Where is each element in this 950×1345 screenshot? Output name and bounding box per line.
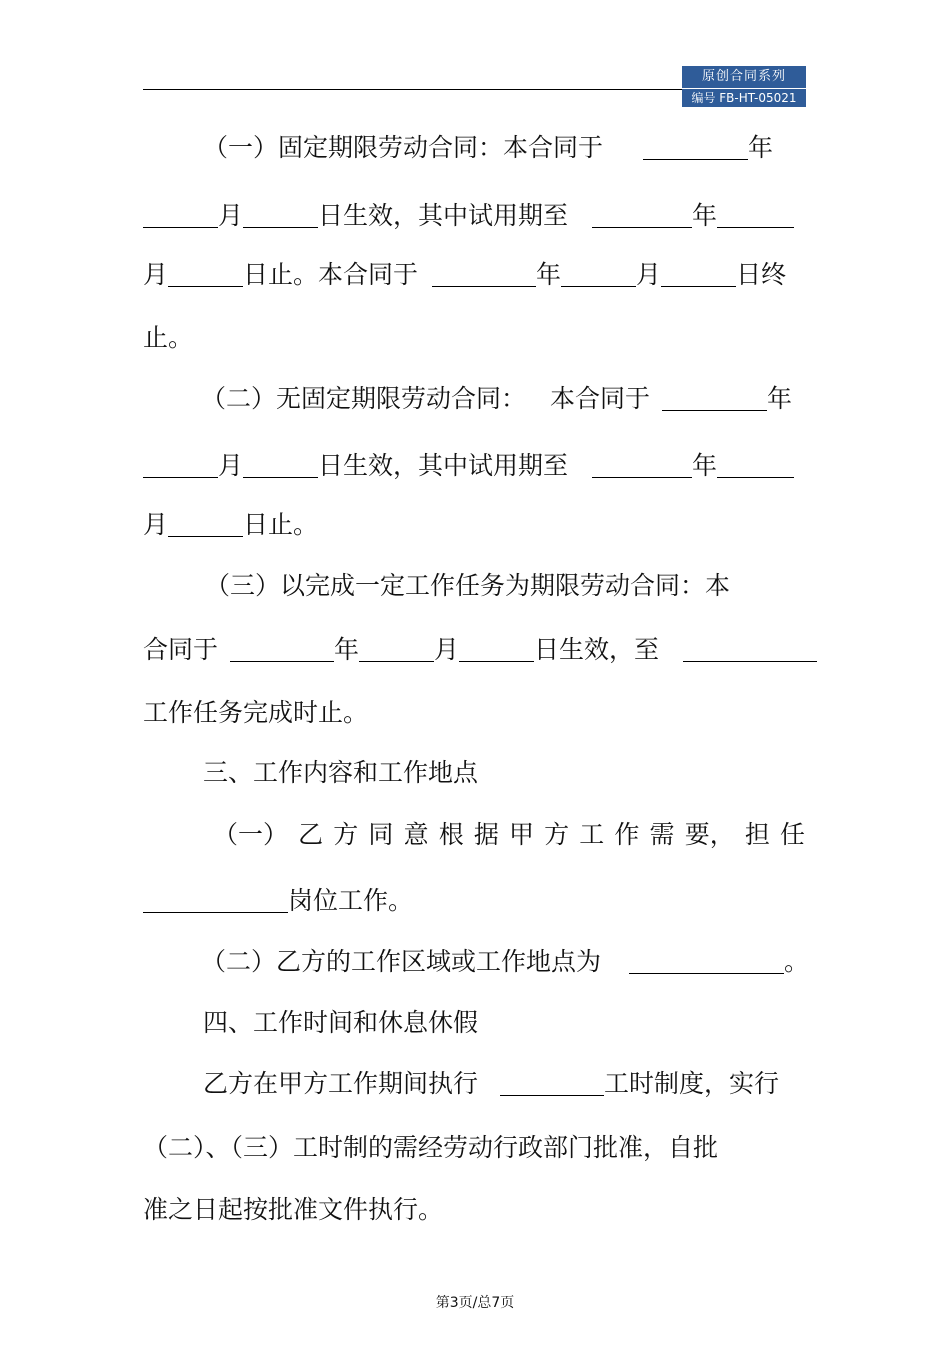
paragraph-line: 月 日生效，其中试用期至 年 (143, 446, 813, 486)
paragraph-line: 工作任务完成时止。 (143, 698, 369, 727)
paragraph-line: 准之日起按批准文件执行。 (143, 1195, 444, 1224)
paragraph-line: 月 日止。 (143, 505, 813, 545)
paragraph-line: 止。 (143, 323, 194, 352)
paragraph-line: （二）乙方的工作区域或工作地点为 。 (143, 942, 813, 982)
paragraph-line: 合同于 年 月 日生效，至 (143, 630, 813, 670)
document-code-badge: 编号 FB-HT-05021 (682, 89, 806, 107)
paragraph-line: （一） 乙 方 同 意 根 据 甲 方 工 作 需 要， 担 任 (213, 820, 805, 849)
section-heading: 三、工作内容和工作地点 (203, 758, 479, 787)
paragraph-line: 月 日生效，其中试用期至 年 (143, 196, 813, 236)
paragraph-line: 岗位工作。 (143, 881, 813, 921)
paragraph-line: （二）无固定期限劳动合同： 本合同于 年 (143, 379, 813, 419)
page-number: 第3页/总7页 (435, 1295, 515, 1311)
series-badge: 原创合同系列 (682, 66, 806, 88)
paragraph-line: （一）固定期限劳动合同：本合同于 年 (143, 128, 813, 168)
section-heading: 四、工作时间和休息休假 (203, 1008, 479, 1037)
paragraph-line: （三）以完成一定工作任务为期限劳动合同：本 (205, 571, 731, 600)
paragraph-line: 月 日止。本合同于 年 月 日终 (143, 255, 813, 295)
header-rule (143, 89, 683, 90)
paragraph-line: 乙方在甲方工作期间执行 工时制度，实行 (143, 1064, 813, 1104)
paragraph-line: （二）、（三）工时制的需经劳动行政部门批准，自批 (143, 1133, 719, 1162)
